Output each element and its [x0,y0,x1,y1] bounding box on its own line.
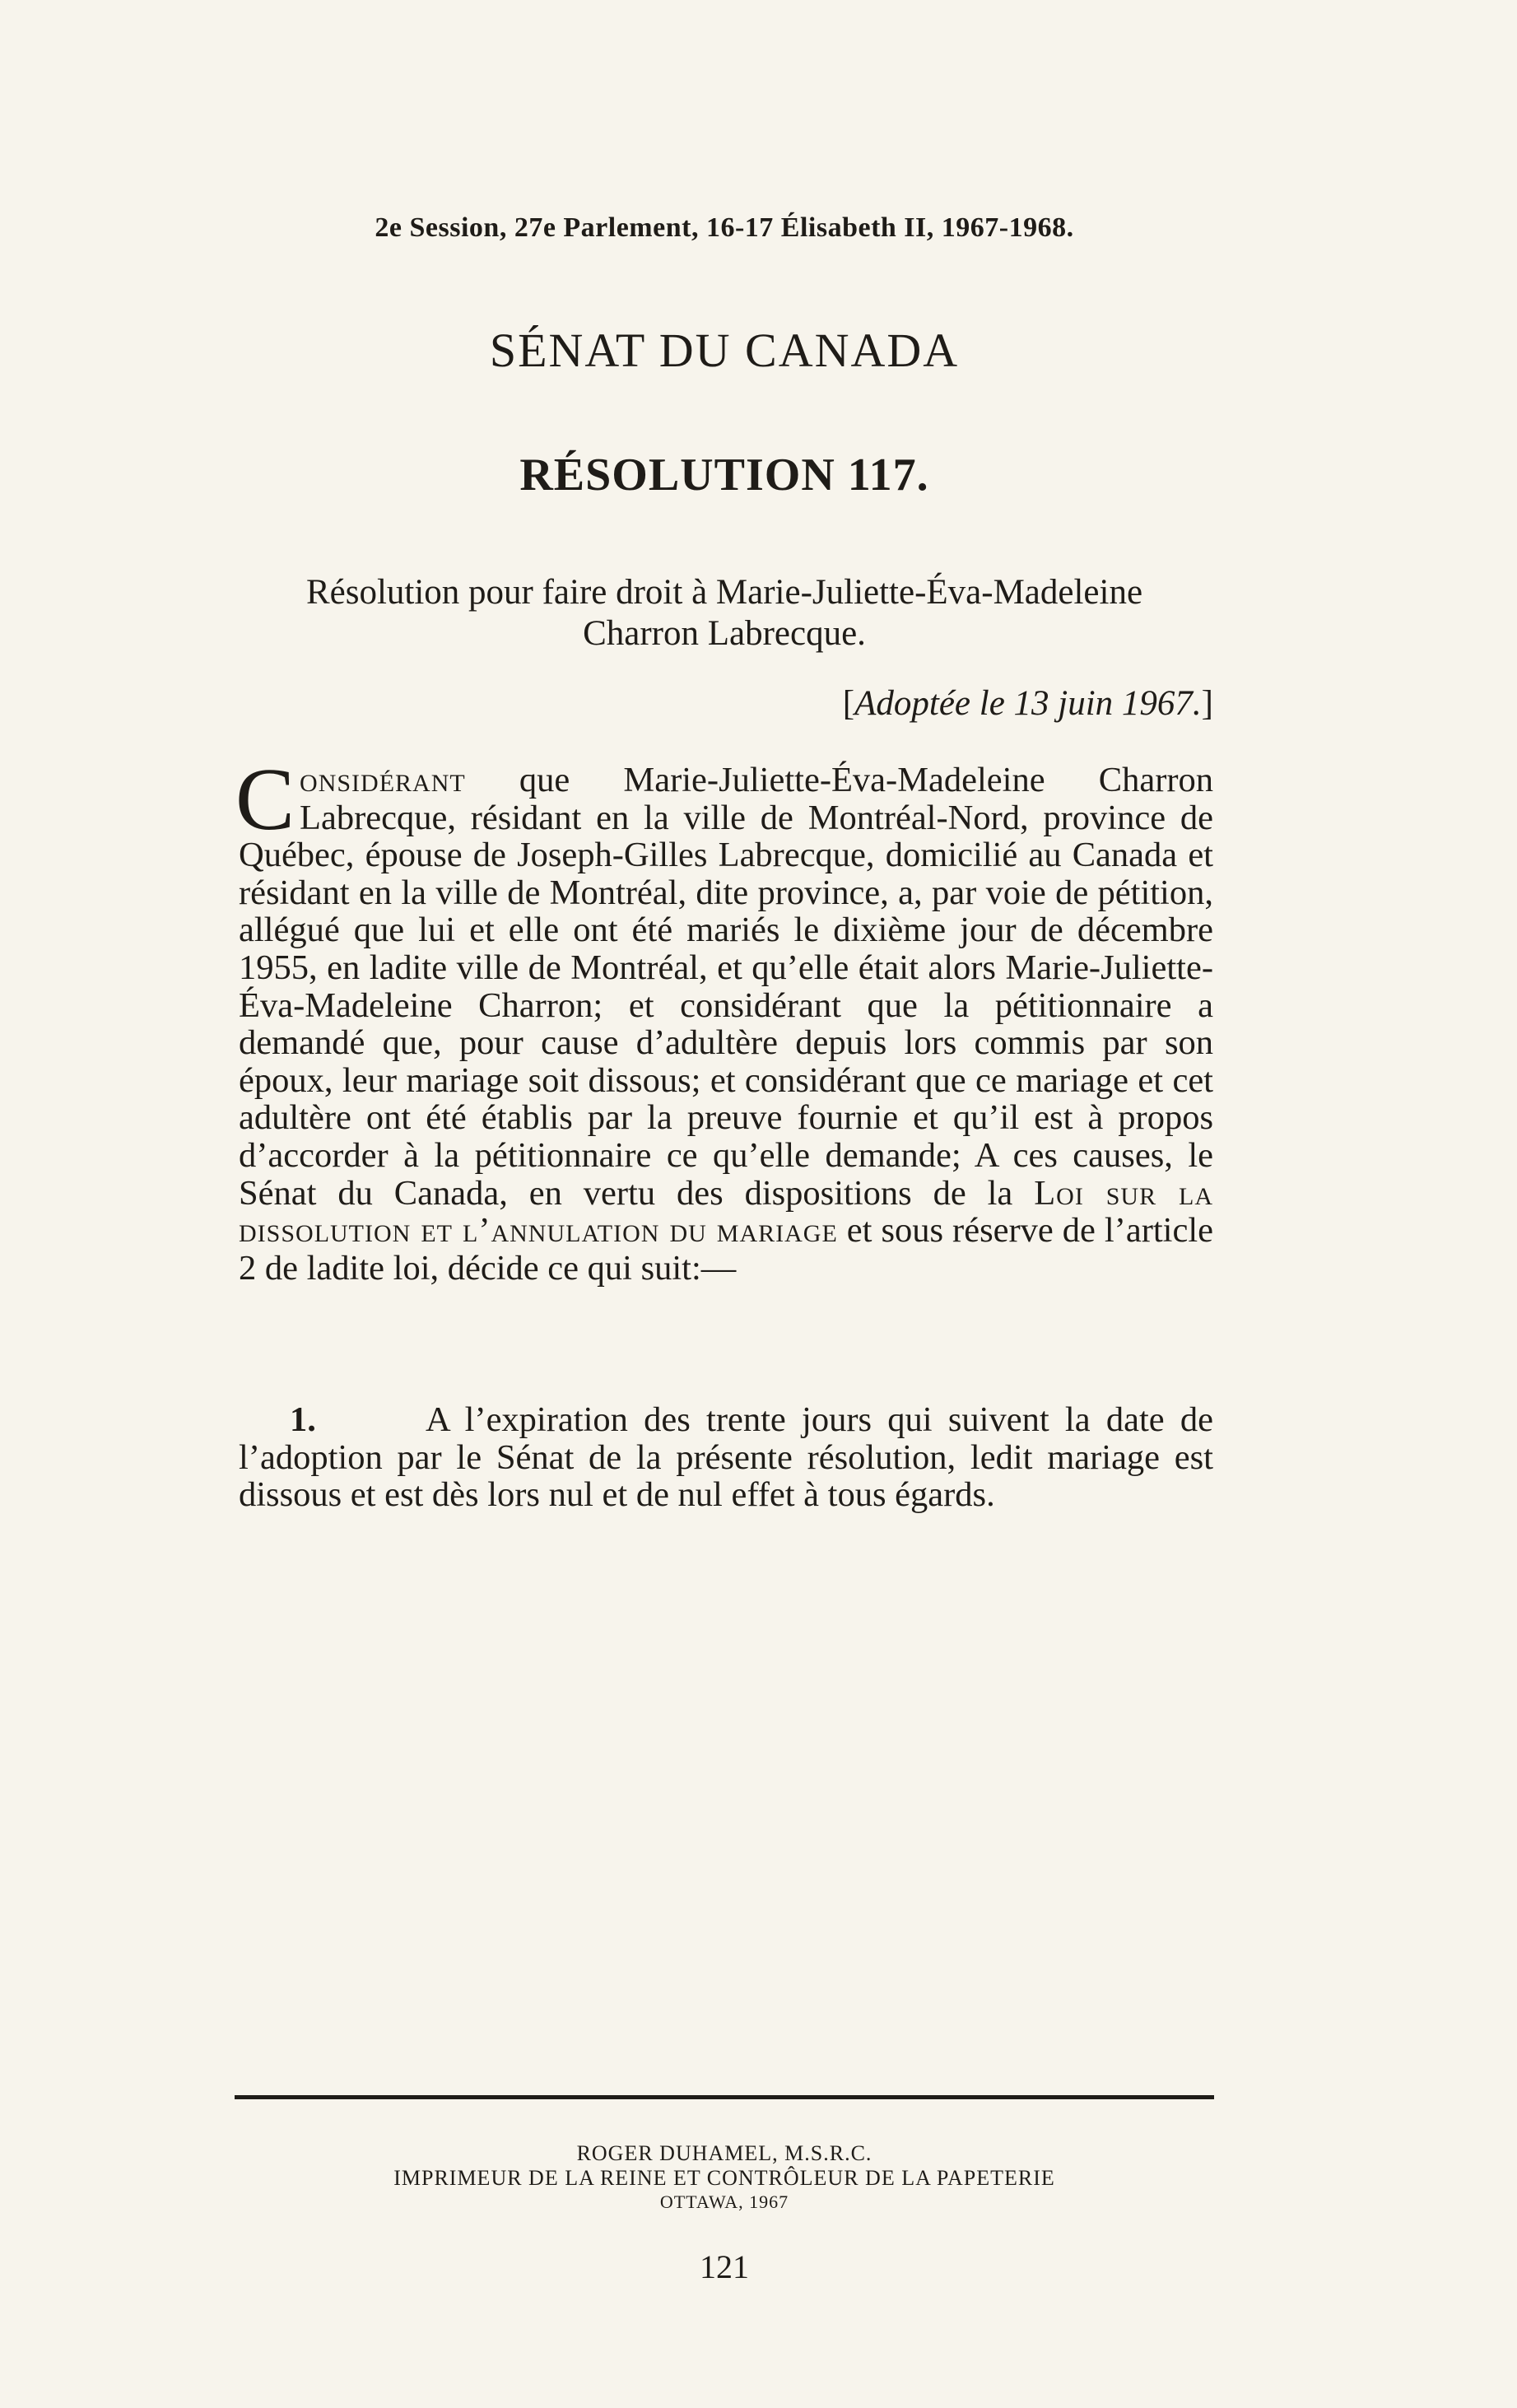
preamble-paragraph [235,751,1213,1288]
article-1 [239,1401,1213,1514]
act-title: Loi sur la dissolution et l’annulation du mariage [239,1173,1213,1251]
printer-name: ROGER DUHAMEL, M.S.R.C. [576,2141,873,2165]
preamble-lead: onsidérant [300,761,466,799]
preamble-text-1: que Marie-Juliette-Éva-Madeleine Charron Labrecque, résidant en la ville de Montréal-Nord, province de Québec, épouse de Joseph-Gilles Labrecque, domicilié au Canada et résidant en la ville de Montréal, dite province, a, par voie de pétition, allégué que lui et elle ont été mariés le dixième jour de décembre 1955, en ladite ville de Montréal, et qu’elle était alors Marie-Juliette-Éva-Madeleine Charron; et considérant que la pétitionnaire a demandé que, pour cause d’adultère depuis lors commis par son époux, leur mariage soit dissous; et considérant que ce mariage et cet adultère ont été établis par la preuve fournie et qu’il est à propos d’accorder à la pétitionnaire ce qu’elle demande; A ces causes, le Sénat du Canada, en vertu des dispositions de la [239,761,1213,1213]
page-number: 121 [700,2248,749,2285]
drop-cap: C [235,751,295,849]
adoption-date-text: Adoptée le 13 juin 1967. [854,684,1202,723]
printer-title: IMPRIMEUR DE LA REINE ET CONTRÔLEUR DE LA PAPETERIE [393,2166,1055,2190]
place-year: OTTAWA, 1967 [659,2191,789,2212]
adoption-close-bracket: ] [1201,684,1213,723]
preamble-text-2: et sous réserve de l’article 2 de ladite loi, décide ce qui suit:— [239,1211,1213,1288]
resolution-subtitle [230,572,1218,654]
subtitle-line-1: Résolution pour faire droit à Marie-Juliette-Éva-Madeleine [305,573,1143,612]
subtitle-line-2: Charron Labrecque. [583,614,866,653]
resolution-title: RÉSOLUTION 117. [519,449,929,501]
adoption-open-bracket: [ [842,684,855,723]
footer-divider [235,2095,1214,2099]
article-text: A l’expiration des trente jours qui suivent la date de l’adoption par le Sénat de la présente résolution, ledit mariage est dissous et est dès lors nul et de nul effet à tous égards. [239,1400,1213,1515]
senate-heading: SÉNAT DU CANADA [489,324,960,377]
adoption-date [741,683,1213,724]
article-number: 1. [290,1400,316,1439]
session-line: 2e Session, 27e Parlement, 16-17 Élisabeth II, 1967-1968. [375,212,1074,243]
